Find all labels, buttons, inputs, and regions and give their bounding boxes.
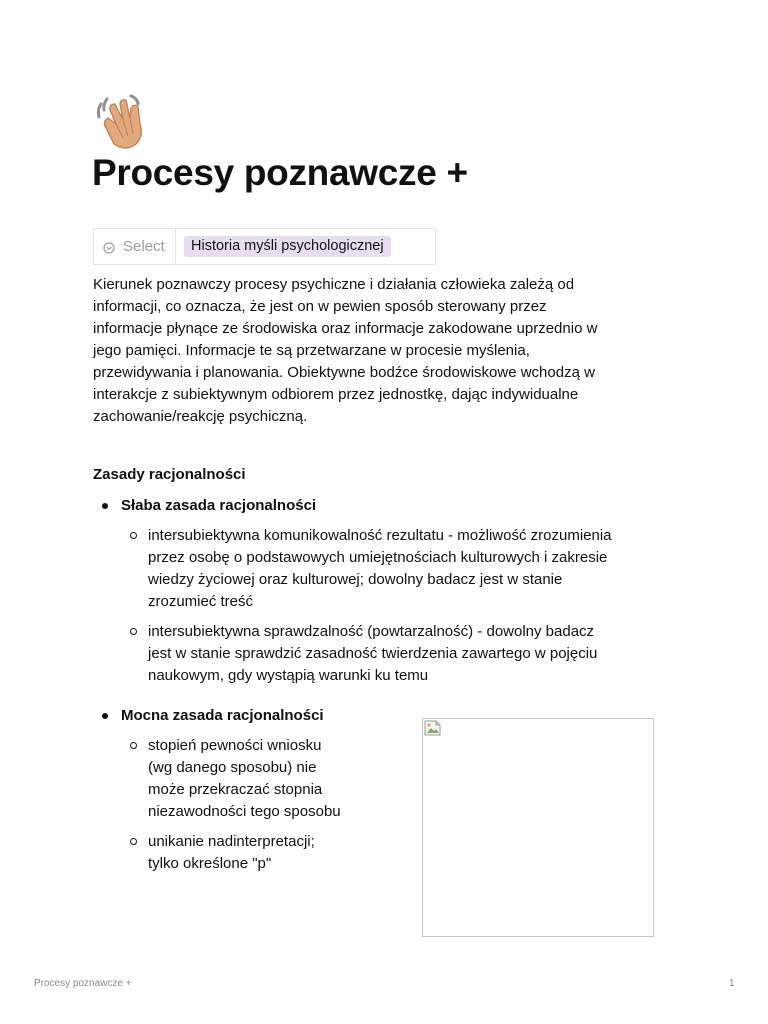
sub-item-line: przez osobę o podstawowych umiejętnościach kulturowych i zakresie: [148, 549, 608, 566]
bullet-marker: [102, 713, 108, 719]
sub-item-line: może przekraczać stopnia: [148, 781, 323, 798]
intro-line: Kierunek poznawczy procesy psychiczne i działania człowieka zależą od: [93, 276, 575, 293]
sub-item-line: jest w stanie sprawdzić zasadność twierdzenia zawartego w pojęciu: [148, 645, 598, 662]
footer-title: Procesy poznawcze +: [34, 978, 132, 989]
sub-item-line: intersubiektywna komunikowalność rezultatu - możliwość zrozumienia: [148, 527, 612, 544]
sub-bullet-marker: [130, 742, 137, 749]
sub-item-line: naukowym, gdy wystąpią warunki ku temu: [148, 667, 429, 684]
sub-item-line: tylko określone "p": [148, 855, 272, 872]
intro-paragraph: [93, 274, 673, 428]
sub-item-line: niezawodności tego sposobu: [148, 803, 341, 820]
sub-item-line: intersubiektywna sprawdzalność (powtarzalność) - dowolny badacz: [148, 623, 595, 640]
property-row: [93, 228, 436, 265]
waving-hand-icon: [92, 94, 150, 150]
sub-item-line: wiedzy życiowej oraz kulturowej; dowolny badacz jest w stanie: [148, 571, 563, 588]
list-item-label: Słaba zasada racjonalności: [121, 497, 317, 514]
sub-list-item: [148, 735, 341, 823]
intro-line: informacji, co oznacza, że jest on w pewien sposób sterowany przez: [93, 298, 547, 315]
property-value[interactable]: [176, 229, 391, 264]
select-property-icon: [103, 242, 115, 254]
embedded-image: [422, 718, 654, 937]
sub-bullet-marker: [130, 532, 137, 539]
sub-item-line: stopień pewności wniosku: [148, 737, 322, 754]
page-number: 1: [729, 978, 735, 989]
intro-line: zachowanie/reakcję psychiczną.: [93, 408, 308, 425]
list-item-label: Mocna zasada racjonalności: [121, 707, 324, 724]
sub-bullet-marker: [130, 838, 137, 845]
sub-list-item: [148, 831, 315, 875]
broken-image-icon: [424, 720, 442, 736]
property-label-text: Select: [123, 238, 165, 255]
property-label: [94, 229, 176, 264]
sub-list-item: [148, 621, 597, 687]
sub-item-line: unikanie nadinterpretacji;: [148, 833, 315, 850]
sub-item-line: (wg danego sposobu) nie: [148, 759, 317, 776]
bullet-marker: [102, 503, 108, 509]
intro-line: interakcje z subiektywnym odbiorem przez jednostkę, dając indywidualne: [93, 386, 579, 403]
intro-line: jego pamięci. Informacje te są przetwarzane w procesie myślenia,: [93, 342, 530, 359]
section-heading: Zasady racjonalności: [93, 466, 246, 483]
category-tag[interactable]: Historia myśli psychologicznej: [184, 236, 391, 257]
sub-item-line: zrozumieć treść: [148, 593, 254, 610]
page-title: Procesy poznawcze +: [92, 152, 468, 193]
intro-line: przewidywania i planowania. Obiektywne bodźce środowiskowe wchodzą w: [93, 364, 595, 381]
intro-line: informacje płynące ze środowiska oraz informacje zakodowane uprzednio w: [93, 320, 598, 337]
sub-list-item: [148, 525, 612, 613]
sub-bullet-marker: [130, 628, 137, 635]
